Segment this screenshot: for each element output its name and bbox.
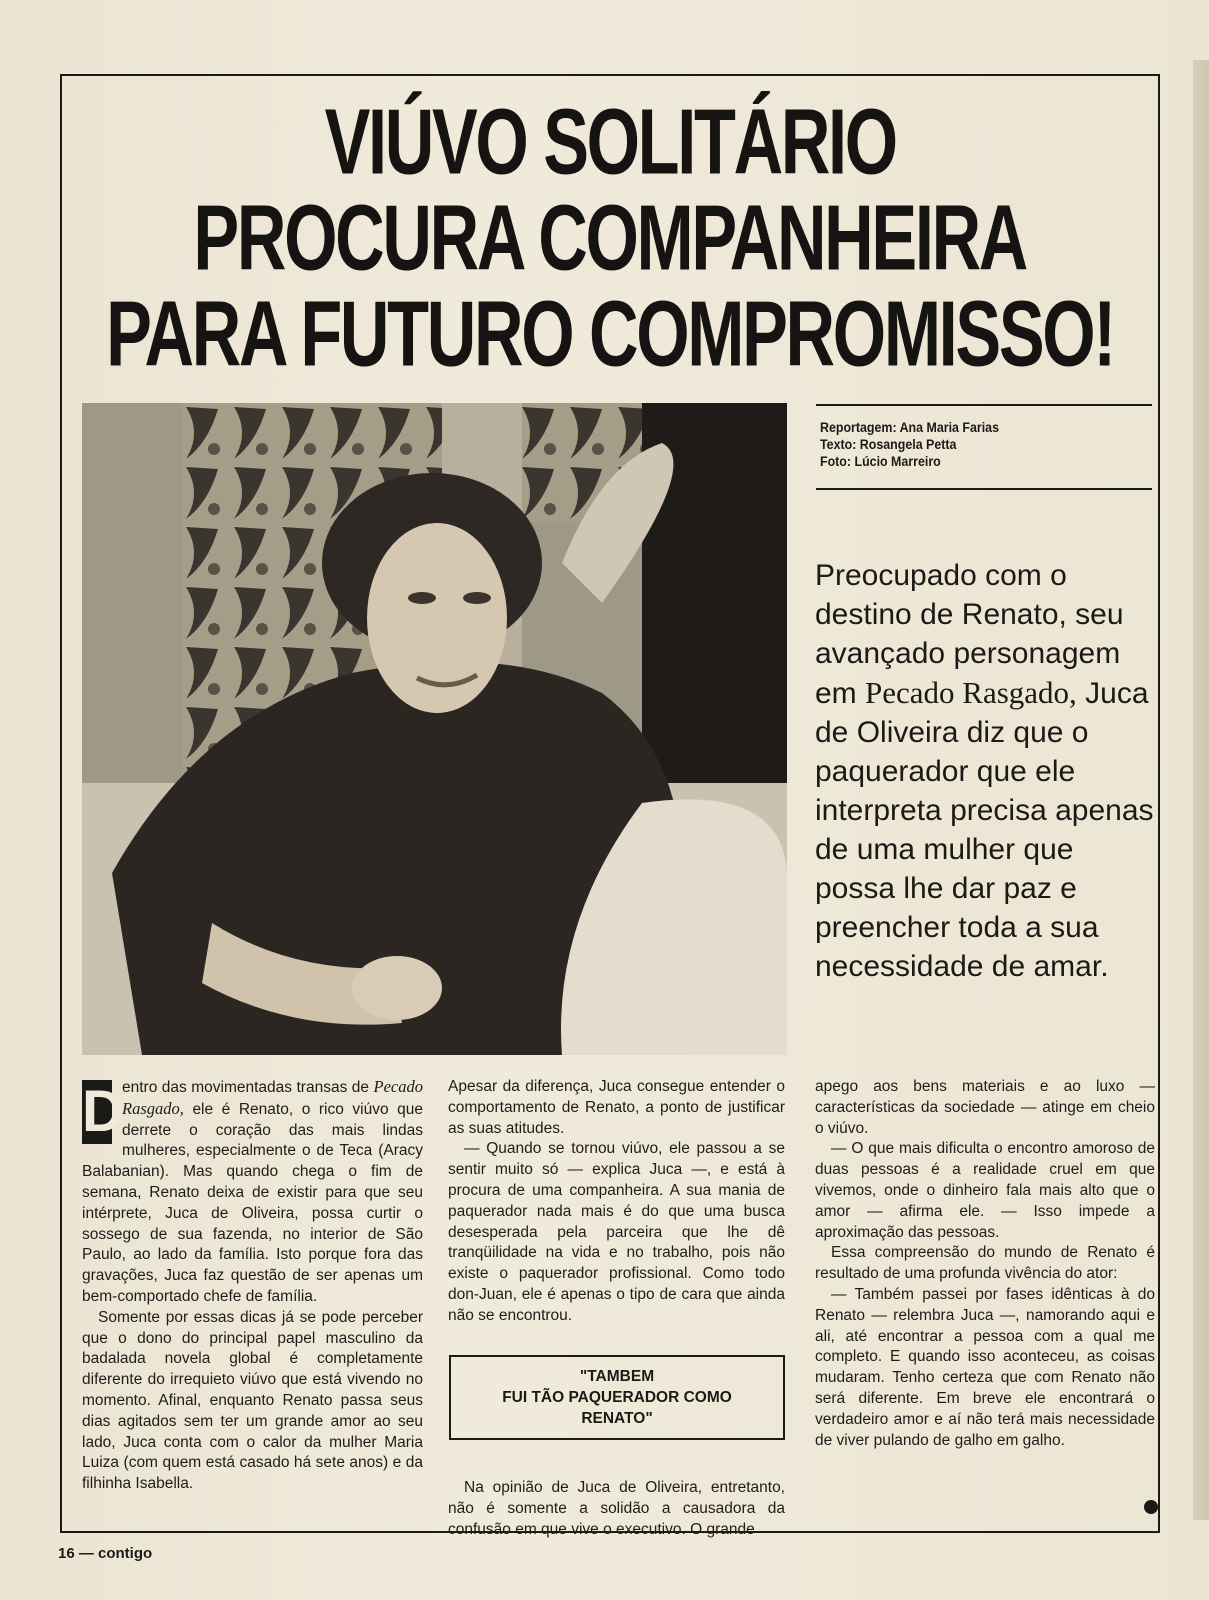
- col2-paragraph-1: Apesar da diferença, Juca consegue entender o comportamento de Renato, a ponto de justificar as suas atitudes.: [448, 1078, 785, 1137]
- article-photo: [82, 403, 787, 1055]
- pull-quote-line-3: RENATO": [581, 1410, 653, 1427]
- credit-texto: Texto: Rosangela Petta: [820, 437, 957, 452]
- headline-line-3: PARA FUTURO COMPROMISSO!: [106, 281, 1114, 385]
- pull-quote-line-2: FUI TÃO PAQUERADOR COMO: [502, 1389, 732, 1406]
- col2-paragraph-2: — Quando se tornou viúvo, ele passou a se sentir muito só — explica Juca —, e está à procura de uma companheira. A sua mania de paquerador nada mais é do que uma busca desesperada pela parceira que lhe dê tranqüilidade na vida e no trabalho, pois não existe o paquerador profissional. Como todo don-Juan, ele é apenas o tipo de cara que ainda não se encontrou.: [448, 1140, 785, 1324]
- col1-paragraph-2: Somente por essas dicas já se pode perceber que o dono do principal papel masculino da badalada novela global é completamente diferente do irrequieto viúvo que está vivendo no momento. Afinal, enquanto Renato passa seus dias agitados sem ter um grande amor ao seu lado, Juca conta com o calor da mulher Maria Luiza (com quem está casado há sete anos) e da filhinha Isabella.: [82, 1308, 423, 1493]
- pull-quote: [449, 1355, 785, 1440]
- end-of-article-bullet: [1144, 1500, 1158, 1514]
- article-credits: [816, 404, 1152, 490]
- headline-line-1: VIÚVO SOLITÁRIO: [324, 89, 896, 193]
- col3-paragraph-0: apego aos bens materiais e ao luxo — características da sociedade — atinge em cheio o viúvo.: [815, 1078, 1155, 1137]
- body-column-2-continued: [448, 1478, 785, 1540]
- col3-paragraph-1: — O que mais dificulta o encontro amoroso de duas pessoas é a realidade cruel em que vivemos, onde o dinheiro fala mais alto que o amor — afirma ele. — Isso impede a aproximação das pessoas.: [815, 1140, 1155, 1241]
- pull-quote-line-1: "TAMBEM: [579, 1368, 655, 1385]
- col1-p1-start: entro das movimentadas transas de: [122, 1079, 370, 1096]
- photo-illustration: [82, 403, 787, 1055]
- credit-foto: Foto: Lúcio Marreiro: [820, 454, 941, 469]
- body-column-1: [82, 1077, 423, 1495]
- col3-paragraph-2: Essa compreensão do mundo de Renato é resultado de uma profunda vivência do ator:: [815, 1244, 1155, 1283]
- col1-paragraph-1: [82, 1077, 423, 1308]
- credit-reportagem: Reportagem: Ana Maria Farias: [820, 420, 999, 435]
- col1-novela-title: Pecado Rasgado,: [122, 1077, 423, 1118]
- deck-text-after: Juca de Oliveira diz que o paquerador que ele interpreta precisa apenas de uma mulher que possa lhe dar paz e preencher toda a sua necessidade de amar.: [815, 677, 1154, 983]
- deck-text-before: Preocupado com o destino de Renato, seu avançado personagem em: [815, 559, 1124, 710]
- deck-novela-title: Pecado Rasgado,: [865, 675, 1077, 710]
- article-deck: [815, 556, 1160, 986]
- drop-cap: D: [82, 1079, 124, 1144]
- body-column-2: [448, 1077, 785, 1327]
- article-headline: [62, 80, 1158, 395]
- page-folio: 16 — contigo: [58, 1545, 153, 1562]
- col1-p1-rest: ele é Renato, o rico viúvo que derrete o coração das mais lindas mulheres, especialmente o de Teca (Aracy Balabanian). Mas quando chega o fim de semana, Renato deixa de existir para que seu intérprete, Juca de Oliveira, possa curtir o sossego de sua fazenda, no interior de São Paulo, ao lado da família. Isto porque fora das gravações, Juca faz questão de ser apenas um bem-comportado chefe de família.: [82, 1100, 423, 1305]
- page-edge-shadow: [1193, 60, 1209, 1520]
- body-column-3: [815, 1077, 1155, 1451]
- col2-paragraph-3: Na opinião de Juca de Oliveira, entretanto, não é somente a solidão a causadora da confusão em que vive o executivo. O grande: [448, 1479, 785, 1538]
- col3-paragraph-3: — Também passei por fases idênticas à do Renato — relembra Juca —, namorando aqui e ali, até encontrar a pessoa com a qual me completo. E quando isso aconteceu, as coisas mudaram. Tenho certeza que com Renato não será diferente. Em breve ele encontrará o verdadeiro amor e aí não terá mais necessidade de viver pulando de galho em galho.: [815, 1285, 1155, 1449]
- headline-line-2: PROCURA COMPANHEIRA: [193, 185, 1027, 289]
